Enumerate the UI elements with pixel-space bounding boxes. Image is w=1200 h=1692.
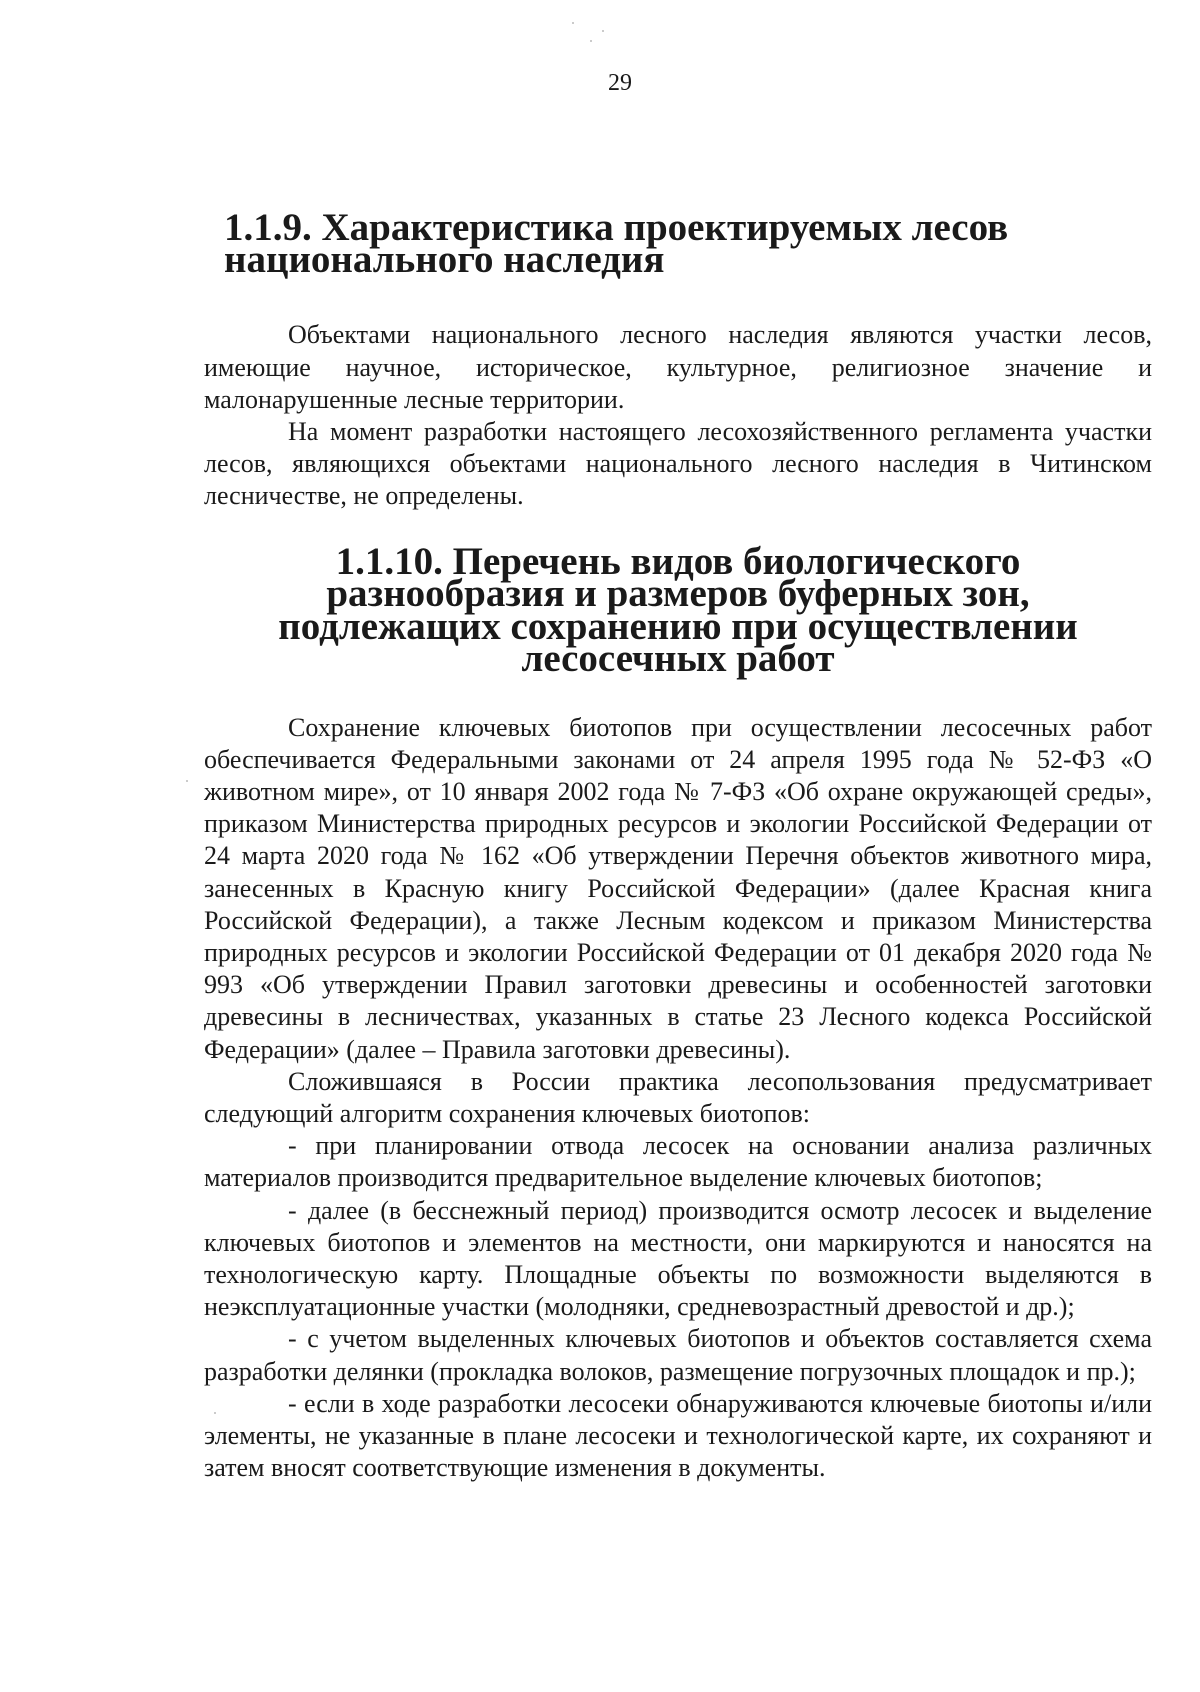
section-heading-1-1-10: 1.1.10. Перечень видов биологического разнообразия и размеров буферных зон, подлежащих сохранению при осуществлении лесосечных работ xyxy=(278,539,1078,681)
paragraph: Сложившаяся в России практика лесопользования предусматривает следующий алгоритм сохранения ключевых биотопов: xyxy=(204,1066,1152,1129)
paragraph: На момент разработки настоящего лесохозяйственного регламента участки лесов, являющихся объектами национального лесного наследия в Читинском лесничестве, не определены. xyxy=(204,417,1152,511)
scan-speck xyxy=(590,40,592,42)
list-item: - далее (в бесснежный период) производится осмотр лесосек и выделение ключевых биотопов и элементов на местности, они маркируются и наносятся на технологическую карту. Площадные объекты по возможности выделяются в неэксплуатационные участки (молодняки, средневозрастный древостой и др.); xyxy=(204,1195,1152,1322)
scan-speck xyxy=(186,780,188,782)
list-item: - с учетом выделенных ключевых биотопов и объектов составляется схема разработки делянки (прокладка волоков, размещение погрузочных площадок и пр.); xyxy=(204,1324,1152,1386)
scan-speck xyxy=(572,22,574,24)
section-heading-1-1-9: 1.1.9. Характеристика проектируемых лесов национального наследия xyxy=(224,206,1009,282)
paragraph: Объектами национального лесного наследия являются участки лесов, имеющие научное, историческое, культурное, религиозное значение и малонарушенные лесные территории. xyxy=(204,320,1152,414)
list-item: - при планировании отвода лесосек на основании анализа различных материалов производится предварительное выделение ключевых биотопов; xyxy=(204,1131,1152,1193)
document-body xyxy=(204,206,1152,1485)
scan-speck xyxy=(602,30,604,32)
list-item: - если в ходе разработки лесосеки обнаруживаются ключевые биотопы и/или элементы, не указанные в плане лесосеки и технологической карте, их сохраняют и затем вносят соответствующие изменения в документы. xyxy=(204,1388,1152,1483)
page-number: 29 xyxy=(608,70,632,96)
scan-speck xyxy=(214,1412,216,1414)
paragraph: Сохранение ключевых биотопов при осуществлении лесосечных работ обеспечивается Федеральными законами от 24 апреля 1995 года № 52-ФЗ «О животном мире», от 10 января 2002 года № 7-ФЗ «Об охране окружающей среды», приказом Министерства природных ресурсов и экологии Российской Федерации от 24 марта 2020 года № 162 «Об утверждении Перечня объектов животного мира, занесенных в Красную книгу Российской Федерации» (далее Красная книга Российской Федерации), а также Лесным кодексом и приказом Министерства природных ресурсов и экологии Российской Федерации от 01 декабря 2020 года № 993 «Об утверждении Правил заготовки древесины и особенностей заготовки древесины в лесничествах, указанных в статье 23 Лесного кодекса Российской Федерации» (далее – Правила заготовки древесины). xyxy=(204,712,1152,1064)
